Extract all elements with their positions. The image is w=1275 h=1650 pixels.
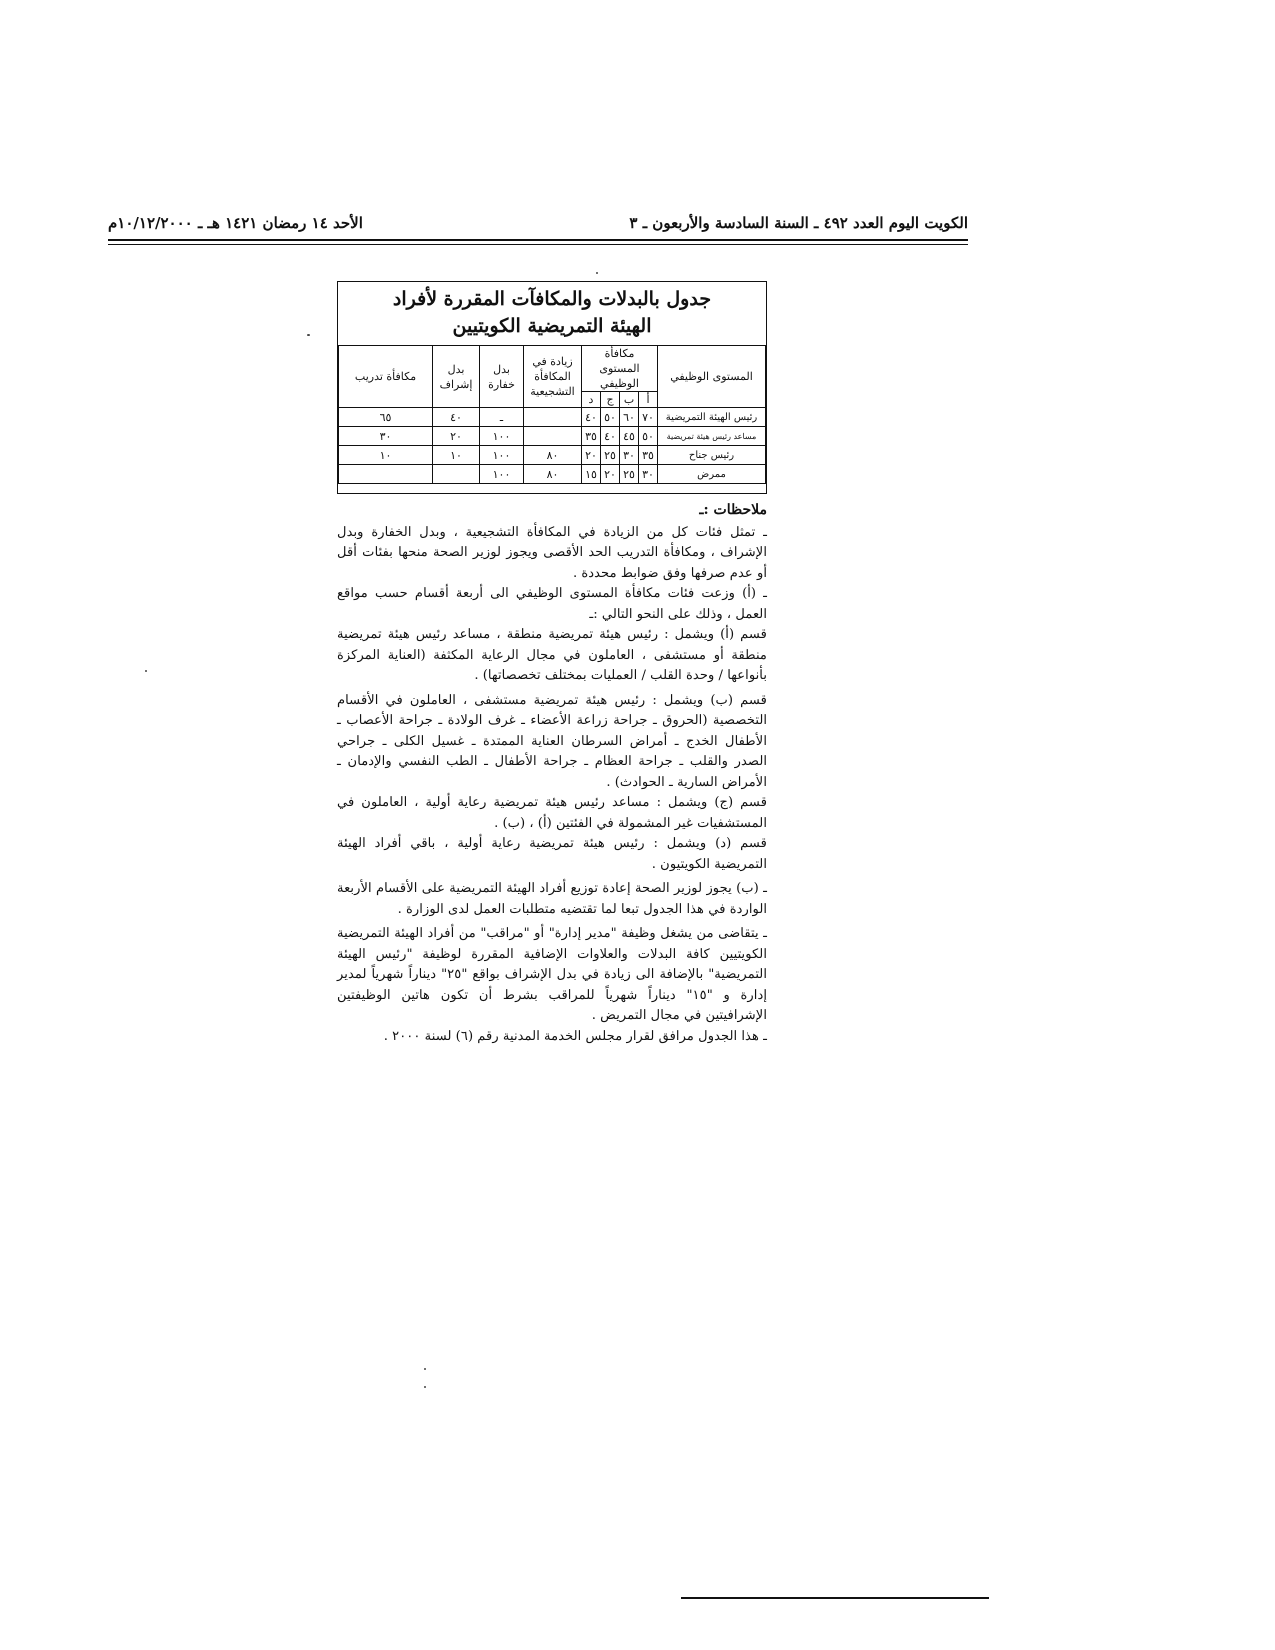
cell-a: ٣٥: [639, 446, 658, 465]
cell-c: ٤٠: [601, 427, 620, 446]
cell-b: ٣٠: [620, 446, 639, 465]
gazette-issue-info: الكويت اليوم العدد ٤٩٢ ـ السنة السادسة والأربعون ـ ٣: [629, 214, 968, 232]
table-title-line2: الهيئة التمريضية الكويتيين: [452, 315, 652, 337]
cell-b: ٦٠: [620, 408, 639, 427]
note-paragraph: ـ تمثل فئات كل من الزيادة في المكافأة التشجيعية ، وبدل الخفارة وبدل الإشراف ، ومكافأة التدريب الحد الأقصى ويجوز لوزير الصحة منحها بفئات أقل أو عدم صرفها وفق ضوابط محددة .: [337, 524, 767, 581]
cell-shift: ـ: [480, 408, 524, 427]
table-row: [339, 446, 766, 465]
cell-c: ٥٠: [601, 408, 620, 427]
cell-d: ٣٥: [582, 427, 601, 446]
header-rule-thin: [108, 244, 968, 245]
note-paragraph: قسم (د) ويشمل : رئيس هيئة تمريضية رعاية أولية ، باقي أفراد الهيئة التمريضية الكويتيون .: [337, 836, 767, 872]
cell-supervision: ٢٠: [433, 427, 480, 446]
table-header-row: [339, 346, 766, 392]
note-paragraph: قسم (ج) ويشمل : مساعد رئيس هيئة تمريضية رعاية أولية ، العاملون في المستشفيات غير المشمولة في الفئتين (أ) ، (ب) .: [337, 795, 767, 831]
cell-b: ٢٥: [620, 465, 639, 484]
note-paragraph: ـ (أ) وزعت فئات مكافأة المستوى الوظيفي الى أربعة أقسام حسب مواقع العمل ، وذلك على النحو التالي :ـ: [337, 586, 767, 622]
footer-rule: [681, 1597, 989, 1599]
cell-shift: ١٠٠: [480, 465, 524, 484]
cell-a: ٥٠: [639, 427, 658, 446]
header-rule: [108, 239, 968, 241]
cell-shift: ١٠٠: [480, 427, 524, 446]
col-header-sub-a: أ: [639, 392, 658, 408]
cell-training: [339, 465, 433, 484]
gazette-date: الأحد ١٤ رمضان ١٤٢١ هـ ـ ١٠/١٢/٢٠٠٠م: [108, 214, 363, 232]
col-header-sub-b: ب: [620, 392, 639, 408]
cell-supervision: ٤٠: [433, 408, 480, 427]
cell-incentive: [524, 408, 582, 427]
col-header-incentive-increase: زيادة في المكافأة التشجيعية: [524, 346, 582, 408]
allowances-table-box: [337, 281, 767, 494]
col-header-sub-d: د: [582, 392, 601, 408]
notes-section: [337, 500, 767, 1047]
row-level: رئيس جناح: [658, 446, 766, 465]
cell-incentive: ٨٠: [524, 446, 582, 465]
scan-speck: [145, 670, 147, 672]
col-header-job-level-reward: مكافأة المستوى الوظيفي: [582, 346, 658, 392]
cell-d: ٢٠: [582, 446, 601, 465]
cell-shift: ١٠٠: [480, 446, 524, 465]
cell-training: ٣٠: [339, 427, 433, 446]
table-row: [339, 408, 766, 427]
col-header-supervision-allowance: بدل إشراف: [433, 346, 480, 408]
note-paragraph: قسم (ب) ويشمل : رئيس هيئة تمريضية مستشفى ، العاملون في الأقسام التخصصية (الحروق ـ جراحة زراعة الأعضاء ـ غرف الولادة ـ جراحة الأعصاب ـ الأطفال الخدج ـ أمراض السرطان العناية الممتدة ـ غسيل الكلى ـ جراحي الصدر والقلب ـ جراحة العظام ـ جراحة الأطفال ـ الطب النفسي والإدمان ـ الأمراض السارية ـ الحوادث) .: [337, 692, 767, 790]
scan-speck: [424, 1368, 426, 1370]
col-header-training-reward: مكافأة تدريب: [339, 346, 433, 408]
cell-d: ١٥: [582, 465, 601, 484]
col-header-level: المستوى الوظيفي: [658, 346, 766, 408]
row-level: رئيس الهيئة التمريضية: [658, 408, 766, 427]
row-level: ممرض: [658, 465, 766, 484]
cell-training: ٦٥: [339, 408, 433, 427]
col-header-sub-c: ج: [601, 392, 620, 408]
table-title-line1: جدول بالبدلات والمكافآت المقررة لأفراد: [392, 288, 712, 310]
cell-d: ٤٠: [582, 408, 601, 427]
table-row: [339, 465, 766, 484]
table-title: [338, 282, 766, 340]
cell-c: ٢٠: [601, 465, 620, 484]
cell-incentive: [524, 427, 582, 446]
allowances-table: [338, 345, 766, 484]
note-paragraph: ـ يتقاضى من يشغل وظيفة "مدير إدارة" أو "مراقب" من أفراد الهيئة التمريضية الكويتيين كافة البدلات والعلاوات الإضافية المقررة لوظيفة "رئيس الهيئة التمريضية" بالإضافة الى زيادة في بدل الإشراف بواقع "٢٥" ديناراً شهرياً لمدير إدارة و "١٥" ديناراً شهرياً للمراقب بشرط أن تكون هاتين الوظيفتين الإشرافيتين في مجال التمريض .: [337, 926, 767, 1023]
note-paragraph: ـ هذا الجدول مرافق لقرار مجلس الخدمة المدنية رقم (٦) لسنة ٢٠٠٠ .: [383, 1028, 767, 1044]
cell-training: ١٠: [339, 446, 433, 465]
table-row: [339, 427, 766, 446]
row-level: مساعد رئيس هيئة تمريضية: [658, 427, 766, 446]
scan-speck: [307, 334, 310, 336]
cell-b: ٤٥: [620, 427, 639, 446]
cell-a: ٣٠: [639, 465, 658, 484]
notes-title: ملاحظات :ـ: [699, 502, 767, 518]
cell-incentive: ٨٠: [524, 465, 582, 484]
note-paragraph: ـ (ب) يجوز لوزير الصحة إعادة توزيع أفراد الهيئة التمريضية على الأقسام الأربعة الواردة في هذا الجدول تبعا لما تقتضيه متطلبات العمل لدى الوزارة .: [337, 881, 767, 917]
scan-speck: [596, 272, 598, 274]
cell-c: ٢٥: [601, 446, 620, 465]
col-header-shift-allowance: بدل خفارة: [480, 346, 524, 408]
note-paragraph: قسم (أ) ويشمل : رئيس هيئة تمريضية منطقة ، مساعد رئيس هيئة تمريضية منطقة أو مستشفى ، العاملون في مجال الرعاية المكثفة (العناية المركزة بأنواعها / وحدة القلب / العمليات بمختلف تخصصاتها) .: [337, 627, 767, 683]
cell-supervision: [433, 465, 480, 484]
scan-speck: [424, 1386, 426, 1388]
cell-a: ٧٠: [639, 408, 658, 427]
cell-supervision: ١٠: [433, 446, 480, 465]
